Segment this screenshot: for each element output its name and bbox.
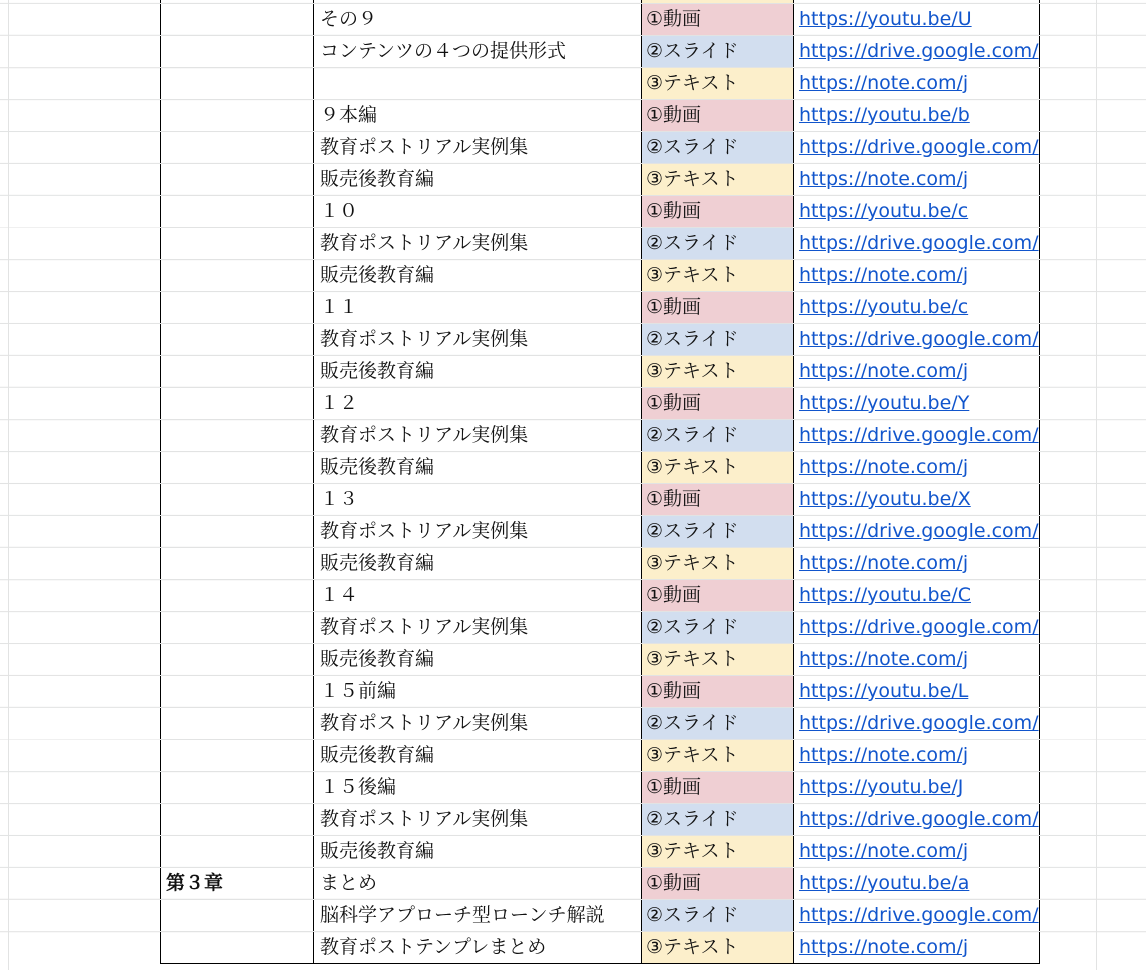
format-cell[interactable]: ①動画 xyxy=(642,388,794,420)
format-cell[interactable]: ③テキスト xyxy=(642,452,794,484)
url-cell[interactable] xyxy=(794,932,1040,964)
format-cell[interactable]: ②スライド xyxy=(642,132,794,164)
url-cell[interactable] xyxy=(794,68,1040,100)
url-cell[interactable] xyxy=(794,548,1040,580)
chapter-cell[interactable] xyxy=(161,196,314,228)
url-link[interactable]: https://note.com/j xyxy=(799,72,969,94)
format-cell[interactable]: ②スライド xyxy=(642,900,794,932)
url-link[interactable]: https://drive.google.com/ xyxy=(799,328,1039,350)
url-cell[interactable] xyxy=(794,292,1040,324)
url-link[interactable]: https://youtu.be/X xyxy=(799,488,971,510)
url-link[interactable]: https://youtu.be/J xyxy=(799,776,964,798)
title-cell[interactable]: 教育ポストリアル実例集 xyxy=(314,516,642,548)
format-cell[interactable]: ③テキスト xyxy=(642,740,794,772)
chapter-cell[interactable] xyxy=(161,420,314,452)
title-cell[interactable]: 教育ポストリアル実例集 xyxy=(314,324,642,356)
title-cell[interactable]: 販売後教育編 xyxy=(314,836,642,868)
table-row xyxy=(161,516,1040,548)
title-cell[interactable]: １３ xyxy=(314,484,642,516)
url-link[interactable]: https://drive.google.com/ xyxy=(799,232,1039,254)
format-cell[interactable]: ③テキスト xyxy=(642,356,794,388)
title-cell[interactable]: １５前編 xyxy=(314,676,642,708)
url-link[interactable]: https://drive.google.com/ xyxy=(799,712,1039,734)
title-cell[interactable]: １４ xyxy=(314,580,642,612)
format-cell[interactable]: ②スライド xyxy=(642,36,794,68)
chapter-cell[interactable] xyxy=(161,4,314,36)
format-cell[interactable]: ③テキスト xyxy=(642,932,794,964)
table-row xyxy=(161,708,1040,740)
url-cell[interactable] xyxy=(794,324,1040,356)
chapter-cell[interactable] xyxy=(161,580,314,612)
format-cell[interactable]: ③テキスト xyxy=(642,68,794,100)
title-cell[interactable]: 販売後教育編 xyxy=(314,740,642,772)
url-cell[interactable] xyxy=(794,516,1040,548)
format-cell[interactable]: ②スライド xyxy=(642,420,794,452)
title-cell[interactable]: 教育ポストテンプレまとめ xyxy=(314,932,642,964)
url-cell[interactable] xyxy=(794,164,1040,196)
format-cell[interactable]: ①動画 xyxy=(642,580,794,612)
chapter-cell[interactable] xyxy=(161,932,314,964)
chapter-cell[interactable] xyxy=(161,804,314,836)
format-cell[interactable]: ②スライド xyxy=(642,516,794,548)
format-cell[interactable]: ①動画 xyxy=(642,868,794,900)
chapter-cell[interactable] xyxy=(161,388,314,420)
format-cell[interactable]: ①動画 xyxy=(642,676,794,708)
table-row xyxy=(161,100,1040,132)
format-cell[interactable]: ②スライド xyxy=(642,228,794,260)
title-cell[interactable]: １２ xyxy=(314,388,642,420)
table-row xyxy=(161,452,1040,484)
title-cell[interactable]: 販売後教育編 xyxy=(314,164,642,196)
format-cell[interactable]: ③テキスト xyxy=(642,260,794,292)
url-cell[interactable] xyxy=(794,420,1040,452)
url-cell[interactable] xyxy=(794,36,1040,68)
url-link[interactable]: https://drive.google.com/ xyxy=(799,808,1039,830)
url-cell[interactable] xyxy=(794,676,1040,708)
table-row xyxy=(161,132,1040,164)
table-row xyxy=(161,740,1040,772)
chapter-cell[interactable] xyxy=(161,740,314,772)
url-cell[interactable] xyxy=(794,772,1040,804)
table-row xyxy=(161,196,1040,228)
title-cell[interactable]: 教育ポストリアル実例集 xyxy=(314,420,642,452)
table-row xyxy=(161,292,1040,324)
format-cell[interactable]: ③テキスト xyxy=(642,644,794,676)
table-row xyxy=(161,644,1040,676)
title-cell[interactable]: 教育ポストリアル実例集 xyxy=(314,612,642,644)
chapter-cell[interactable] xyxy=(161,132,314,164)
table-row xyxy=(161,4,1040,36)
title-cell[interactable]: 教育ポストリアル実例集 xyxy=(314,804,642,836)
url-cell[interactable] xyxy=(794,612,1040,644)
url-link[interactable]: https://drive.google.com/ xyxy=(799,424,1039,446)
url-link[interactable]: https://drive.google.com/ xyxy=(799,520,1039,542)
url-cell[interactable] xyxy=(794,740,1040,772)
chapter-cell[interactable] xyxy=(161,644,314,676)
url-link[interactable]: https://youtu.be/Y xyxy=(799,392,970,414)
url-cell[interactable] xyxy=(794,580,1040,612)
chapter-cell[interactable] xyxy=(161,292,314,324)
url-link[interactable]: https://note.com/j xyxy=(799,840,969,862)
table-row xyxy=(161,420,1040,452)
chapter-cell[interactable] xyxy=(161,68,314,100)
content-table-body xyxy=(161,0,1040,964)
table-row xyxy=(161,772,1040,804)
table-row xyxy=(161,260,1040,292)
url-link[interactable]: https://note.com/j xyxy=(799,360,969,382)
url-link[interactable]: https://note.com/j xyxy=(799,648,969,670)
url-link[interactable]: https://note.com/j xyxy=(799,552,969,574)
title-cell[interactable]: まとめ xyxy=(314,868,642,900)
title-cell[interactable]: 脳科学アプローチ型ローンチ解説 xyxy=(314,900,642,932)
table-row xyxy=(161,548,1040,580)
url-cell[interactable] xyxy=(794,900,1040,932)
format-cell[interactable]: ③テキスト xyxy=(642,836,794,868)
format-cell[interactable]: ①動画 xyxy=(642,772,794,804)
title-cell[interactable]: 販売後教育編 xyxy=(314,356,642,388)
title-cell[interactable]: 販売後教育編 xyxy=(314,548,642,580)
chapter-cell[interactable] xyxy=(161,900,314,932)
table-row xyxy=(161,388,1040,420)
chapter-cell[interactable] xyxy=(161,836,314,868)
table-row xyxy=(161,580,1040,612)
format-cell[interactable]: ①動画 xyxy=(642,196,794,228)
url-link[interactable]: https://drive.google.com/ xyxy=(799,40,1039,62)
title-cell[interactable]: 販売後教育編 xyxy=(314,260,642,292)
title-cell[interactable]: 販売後教育編 xyxy=(314,452,642,484)
chapter-cell[interactable]: 第３章 xyxy=(161,868,314,900)
table-row xyxy=(161,36,1040,68)
url-link[interactable]: https://youtu.be/a xyxy=(799,872,970,894)
chapter-cell[interactable] xyxy=(161,36,314,68)
title-cell[interactable]: コンテンツの４つの提供形式 xyxy=(314,36,642,68)
title-cell[interactable]: 教育ポストリアル実例集 xyxy=(314,708,642,740)
table-row xyxy=(161,68,1040,100)
table-row xyxy=(161,228,1040,260)
chapter-cell[interactable] xyxy=(161,260,314,292)
title-cell[interactable]: その９ xyxy=(314,4,642,36)
chapter-cell[interactable] xyxy=(161,164,314,196)
url-cell[interactable] xyxy=(794,868,1040,900)
format-cell[interactable]: ②スライド xyxy=(642,612,794,644)
chapter-cell[interactable] xyxy=(161,324,314,356)
url-cell[interactable] xyxy=(794,100,1040,132)
url-cell[interactable] xyxy=(794,644,1040,676)
format-cell[interactable]: ①動画 xyxy=(642,100,794,132)
url-link[interactable]: https://note.com/j xyxy=(799,936,969,958)
chapter-cell[interactable] xyxy=(161,228,314,260)
url-cell[interactable] xyxy=(794,132,1040,164)
url-cell[interactable] xyxy=(794,452,1040,484)
title-cell[interactable]: １０ xyxy=(314,196,642,228)
url-cell[interactable] xyxy=(794,260,1040,292)
format-cell[interactable]: ①動画 xyxy=(642,4,794,36)
chapter-cell[interactable] xyxy=(161,676,314,708)
url-cell[interactable] xyxy=(794,4,1040,36)
url-link[interactable]: https://note.com/j xyxy=(799,264,969,286)
title-cell[interactable]: 教育ポストリアル実例集 xyxy=(314,132,642,164)
title-cell[interactable]: １１ xyxy=(314,292,642,324)
format-cell[interactable]: ②スライド xyxy=(642,324,794,356)
url-link[interactable]: https://youtu.be/c xyxy=(799,200,969,222)
title-cell[interactable]: 販売後教育編 xyxy=(314,644,642,676)
table-row xyxy=(161,164,1040,196)
title-cell[interactable]: ９本編 xyxy=(314,100,642,132)
format-cell[interactable]: ③テキスト xyxy=(642,164,794,196)
table-row xyxy=(161,932,1040,964)
title-cell[interactable]: １５後編 xyxy=(314,772,642,804)
title-cell[interactable]: 教育ポストリアル実例集 xyxy=(314,228,642,260)
chapter-cell[interactable] xyxy=(161,484,314,516)
url-cell[interactable] xyxy=(794,228,1040,260)
table-row xyxy=(161,612,1040,644)
url-cell[interactable] xyxy=(794,836,1040,868)
chapter-cell[interactable] xyxy=(161,452,314,484)
url-link[interactable]: https://drive.google.com/ xyxy=(799,136,1039,158)
table-row xyxy=(161,324,1040,356)
chapter-cell[interactable] xyxy=(161,612,314,644)
url-link[interactable]: https://youtu.be/U xyxy=(799,8,972,30)
content-table xyxy=(160,0,1040,964)
table-row xyxy=(161,484,1040,516)
format-cell[interactable]: ①動画 xyxy=(642,484,794,516)
url-link[interactable]: https://youtu.be/b xyxy=(799,104,970,126)
url-cell[interactable] xyxy=(794,484,1040,516)
url-link[interactable]: https://drive.google.com/ xyxy=(799,904,1039,926)
format-cell[interactable]: ②スライド xyxy=(642,708,794,740)
format-cell[interactable]: ③テキスト xyxy=(642,548,794,580)
title-cell[interactable] xyxy=(314,68,642,100)
url-link[interactable]: https://note.com/j xyxy=(799,456,969,478)
url-link[interactable]: https://youtu.be/c xyxy=(799,296,969,318)
chapter-cell[interactable] xyxy=(161,516,314,548)
url-cell[interactable] xyxy=(794,196,1040,228)
format-cell[interactable]: ②スライド xyxy=(642,804,794,836)
url-link[interactable]: https://drive.google.com/ xyxy=(799,616,1039,638)
url-link[interactable]: https://youtu.be/L xyxy=(799,680,969,702)
chapter-cell[interactable] xyxy=(161,100,314,132)
table-row xyxy=(161,900,1040,932)
table-row xyxy=(161,836,1040,868)
table-row xyxy=(161,676,1040,708)
url-cell[interactable] xyxy=(794,388,1040,420)
chapter-cell[interactable] xyxy=(161,356,314,388)
url-link[interactable]: https://note.com/j xyxy=(799,744,969,766)
table-row xyxy=(161,804,1040,836)
chapter-cell[interactable] xyxy=(161,772,314,804)
table-row xyxy=(161,868,1040,900)
url-cell[interactable] xyxy=(794,804,1040,836)
chapter-cell[interactable] xyxy=(161,708,314,740)
url-cell[interactable] xyxy=(794,708,1040,740)
url-link[interactable]: https://note.com/j xyxy=(799,168,969,190)
chapter-cell[interactable] xyxy=(161,548,314,580)
url-cell[interactable] xyxy=(794,356,1040,388)
table-row xyxy=(161,356,1040,388)
url-link[interactable]: https://youtu.be/C xyxy=(799,584,971,606)
format-cell[interactable]: ①動画 xyxy=(642,292,794,324)
